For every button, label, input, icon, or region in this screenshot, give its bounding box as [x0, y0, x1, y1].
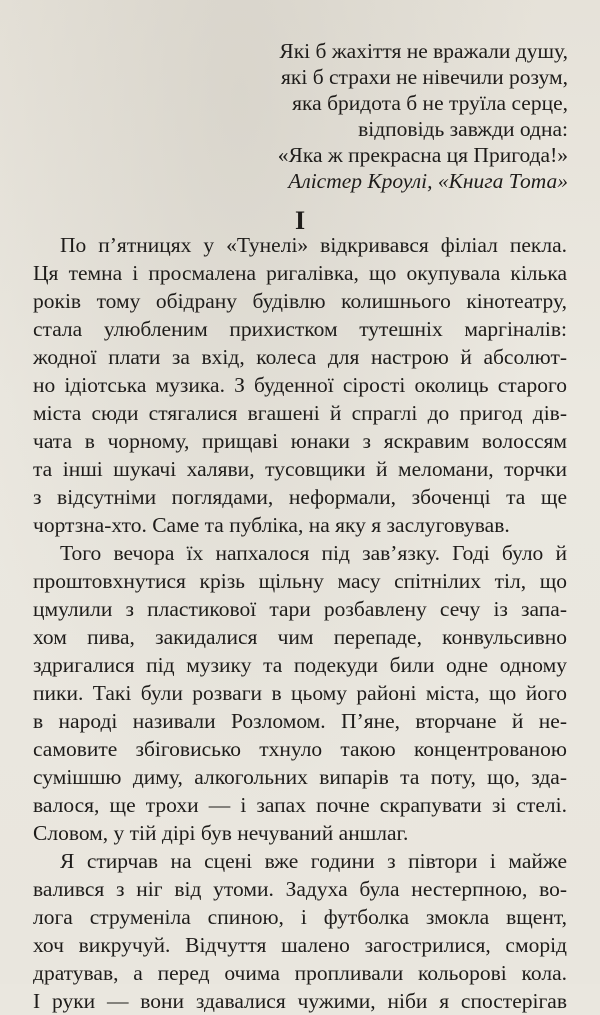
text-line: лога струменіла спиною, і футболка змокла вщент,	[33, 905, 567, 929]
chapter-heading: І	[294, 206, 306, 235]
text-line: дратував, а перед очима пропливали кольорові кола.	[33, 961, 567, 985]
text-line: в народі називали Розломом. П’яне, вторчане й не-	[33, 709, 567, 733]
text-line: Словом, у тій дірі був нечуваний аншлаг.	[33, 821, 409, 845]
epigraph-line: яка бридота б не труїла серце,	[292, 91, 568, 115]
epigraph-line: які б страхи не нівечили розум,	[281, 65, 568, 89]
text-line: років тому обідрану будівлю колишнього кінотеатру,	[33, 289, 567, 313]
text-line: валося, ще трохи — і запах почне скрапувати зі стелі.	[33, 793, 567, 817]
text-line: чортзна-хто. Саме та публіка, на яку я заслуговував.	[33, 513, 510, 537]
text-line: самовите збіговисько тхнуло такою концентрованою	[33, 737, 567, 761]
text-line: І руки — вони здавалися чужими, ніби я спостерігав	[33, 989, 567, 1013]
epigraph-line: «Яка ж прекрасна ця Пригода!»	[277, 143, 568, 167]
text-line: чата в чорному, прищаві юнаки з яскравим волоссям	[33, 429, 567, 453]
text-line: Ця темна і просмалена ригалівка, що окупувала кілька	[33, 261, 567, 285]
text-line: сумішшю диму, алкогольних випарів та поту, що, зда-	[33, 765, 567, 789]
text-line: міста сюди стягалися вгашені й спраглі до пригод дів-	[33, 401, 567, 425]
epigraph-line: Які б жахіття не вражали душу,	[279, 39, 568, 63]
text-line: цмулили з пластикової тари розбавлену сечу із запа-	[33, 597, 567, 621]
text-line: проштовхнутися крізь щільну масу спітнілих тіл, що	[33, 569, 567, 593]
text-line: стала улюбленим прихистком тутешніх маргіналів:	[33, 317, 567, 341]
text-line: Того вечора їх напхалося під зав’язку. Годі було й	[60, 541, 567, 565]
text-line: валився з ніг від утоми. Задуха була нестерпною, во-	[33, 877, 567, 901]
epigraph-line: відповідь завжди одна:	[358, 117, 568, 141]
text-line: Я стирчав на сцені вже години з півтори і майже	[60, 849, 567, 873]
epigraph	[148, 38, 568, 194]
text-line: По п’ятницях у «Тунелі» відкривався філіал пекла.	[60, 233, 567, 257]
body-text	[33, 231, 567, 1015]
text-line: та інші шукачі халяви, тусовщики й меломани, торчки	[33, 457, 567, 481]
text-line: пики. Такі були розваги в цьому районі міста, що його	[33, 681, 567, 705]
text-line: з відсутніми поглядами, неформали, збоченці та ще	[33, 485, 567, 509]
text-line: жодної плати за вхід, колеса для настрою й абсолют-	[33, 345, 567, 369]
text-line: здригалися під музику та подекуди били одне одному	[33, 653, 567, 677]
text-line: хом пива, закидалися чим перепаде, конвульсивно	[33, 625, 567, 649]
text-line: хоч викручуй. Відчуття шалено загострилися, сморід	[33, 933, 567, 957]
text-line: но ідіотська музика. З буденної сірості околиць старого	[33, 373, 567, 397]
epigraph-source: Алістер Кроулі, «Книга Тота»	[288, 169, 568, 193]
